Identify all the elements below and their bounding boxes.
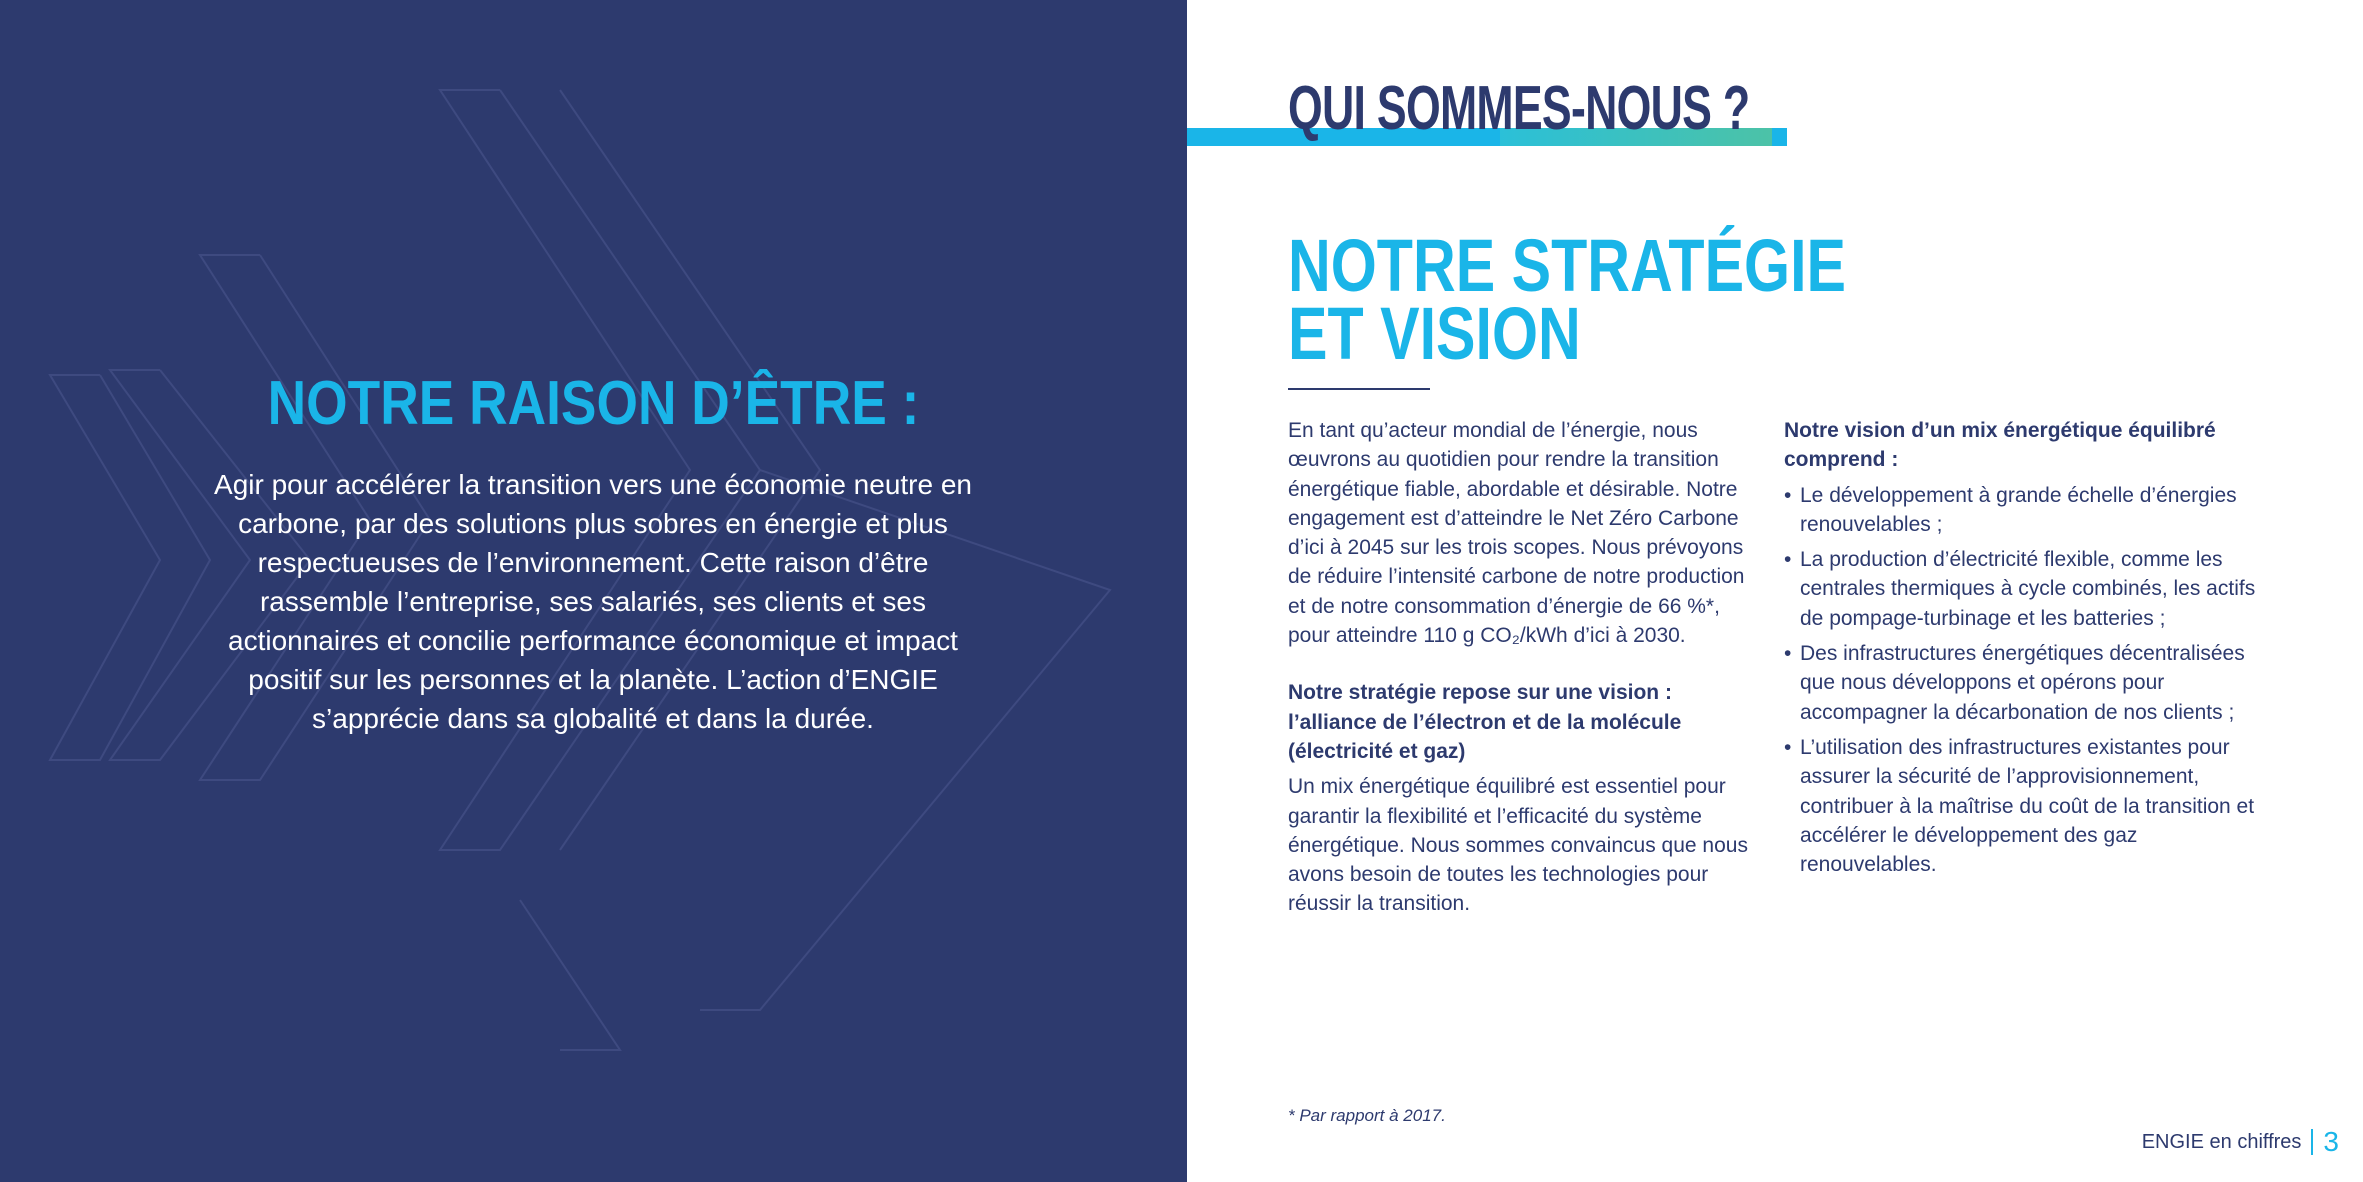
- section-title: QUI SOMMES-NOUS ?: [1288, 74, 1750, 143]
- footnote: * Par rapport à 2017.: [1288, 1106, 1446, 1125]
- strategy-heading: Notre stratégie repose sur une vision : l’alliance de l’électron et de la molécule (électricité et gaz): [1288, 681, 1682, 763]
- list-item: [1784, 545, 2264, 633]
- list-item-text: L’utilisation des infrastructures existantes pour assurer la sécurité de l’approvisionnement, contribuer à la maîtrise du coût de la transition et accélérer le développement des gaz renouvelables.: [1800, 735, 2255, 877]
- list-item-text: Le développement à grande échelle d’énergies renouvelables ;: [1800, 483, 2237, 536]
- list-item: [1784, 733, 2264, 879]
- list-item-text: La production d’électricité flexible, comme les centrales thermiques à cycle combinés, les actifs de pompage-turbinage et les batteries ;: [1800, 548, 2256, 630]
- list-item: [1784, 639, 2264, 727]
- footer-title: ENGIE en chiffres: [2141, 1130, 2302, 1153]
- intro-paragraph: En tant qu’acteur mondial de l’énergie, nous œuvrons au quotidien pour rendre la transition énergétique fiable, abordable et désirable. Notre engagement est d’atteindre le Net Zéro Carbone d’ici à 2045 sur les trois scopes. Nous prévoyons de réduire l’intensité carbone de notre production et de notre consommation d’énergie de 66 %*, pour atteindre 110 g CO₂/kWh d’ici à 2030.: [1288, 419, 1745, 648]
- strategy-title: [1288, 224, 1847, 375]
- bullet-icon: •: [1784, 642, 1792, 666]
- footer-divider: [2311, 1129, 2313, 1155]
- chevron-outline: [520, 900, 620, 1050]
- bullet-icon: •: [1784, 483, 1792, 507]
- list-item: [1784, 481, 2264, 540]
- page-number: 3: [2323, 1126, 2339, 1157]
- bullet-icon: •: [1784, 548, 1792, 572]
- vision-heading: Notre vision d’un mix énergétique équilibré comprend :: [1784, 419, 2216, 472]
- strategy-title-line1: NOTRE STRATÉGIE: [1288, 224, 1847, 307]
- strategy-title-line2: ET VISION: [1288, 292, 1581, 375]
- raison-text: Agir pour accélérer la transition vers une économie neutre en carbone, par des solutions plus sobres en énergie et plus respectueuses de l’environnement. Cette raison d’être rassemble l’entreprise, ses salariés, ses clients et ses actionnaires et concilie performance économique et impact positif sur les personnes et la planète. L’action d’ENGIE s’apprécie dans sa globalité et dans la durée.: [214, 469, 972, 734]
- strategy-column-left: [1288, 416, 1758, 919]
- bullet-icon: •: [1784, 735, 1792, 759]
- vision-column-right: [1784, 416, 2264, 885]
- list-item-text: Des infrastructures énergétiques décentralisées que nous développons et opérons pour accompagner la décarbonation de nos clients ;: [1800, 642, 2245, 724]
- vision-list: [1784, 481, 2264, 880]
- title-underline: [1288, 388, 1430, 390]
- page-footer: [2142, 1126, 2339, 1158]
- raison-title: NOTRE RAISON D’ÊTRE :: [267, 369, 920, 438]
- strategy-paragraph: Un mix énergétique équilibré est essentiel pour garantir la flexibilité et l’efficacité du système énergétique. Nous sommes convaincus que nous avons besoin de toutes les technologies pour réussir la transition.: [1288, 775, 1748, 916]
